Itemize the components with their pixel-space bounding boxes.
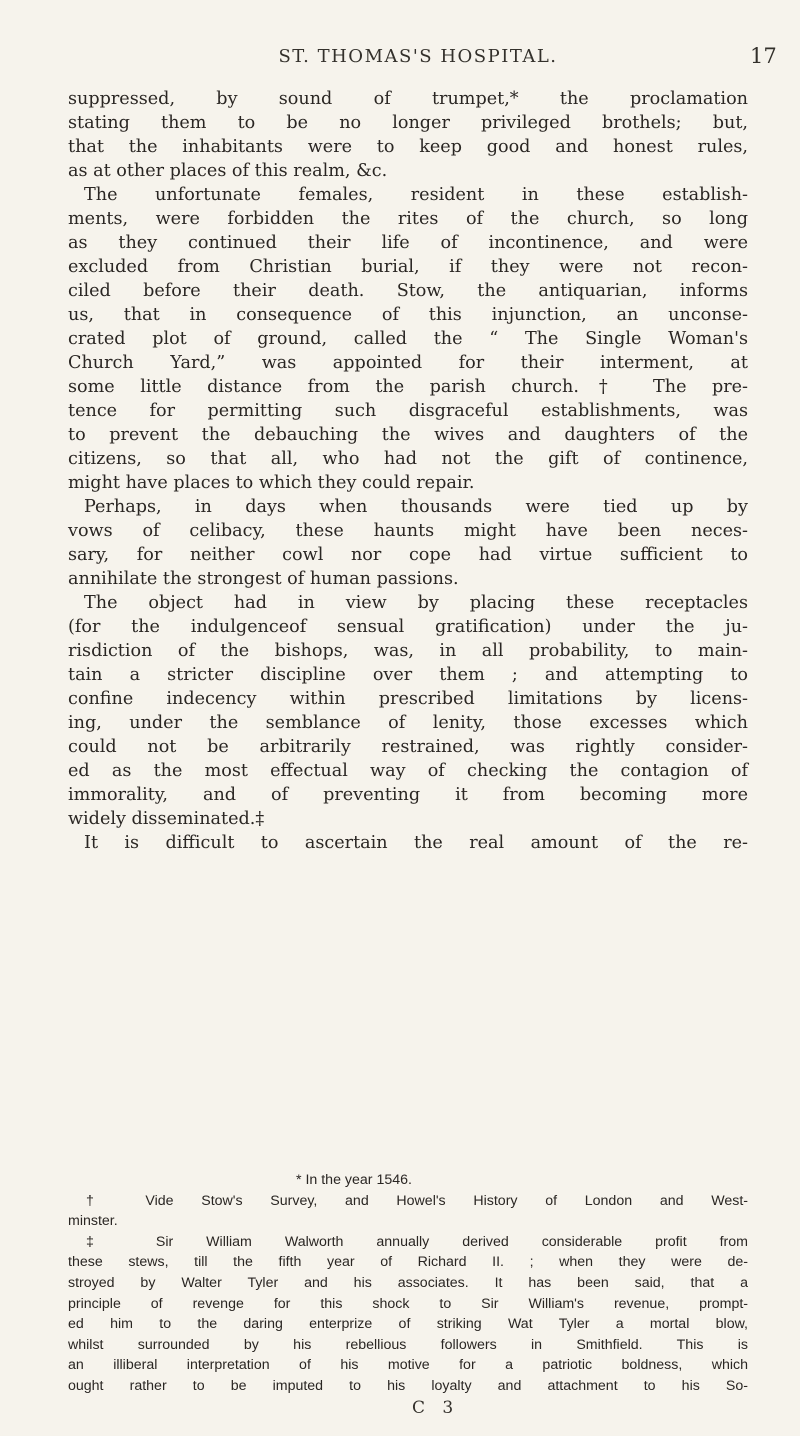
text-line: citizens, so that all, who had not the gift of continence, bbox=[68, 449, 748, 469]
text-line: The unfortunate females, resident in these establish- bbox=[84, 185, 748, 205]
text-line: to prevent the debauching the wives and daughters of the bbox=[68, 425, 748, 445]
text-line: (for the indulgenceof sensual gratification) under the ju- bbox=[68, 617, 748, 637]
text-line: annihilate the strongest of human passions. bbox=[68, 569, 459, 589]
text-line: It is difficult to ascertain the real amount of the re- bbox=[84, 833, 748, 853]
text-line: tence for permitting such disgraceful establishments, was bbox=[68, 401, 748, 421]
footnotes bbox=[68, 1170, 748, 1397]
text-line: could not be arbitrarily restrained, was rightly consider- bbox=[68, 737, 748, 757]
text-line: ciled before their death. Stow, the antiquarian, informs bbox=[68, 281, 748, 301]
text-line: widely disseminated.‡ bbox=[68, 809, 265, 829]
footnote-line: principle of revenge for this shock to Sir William's revenue, prompt- bbox=[68, 1295, 748, 1312]
body-text bbox=[68, 87, 748, 855]
running-title: ST. THOMAS'S HOSPITAL. bbox=[278, 46, 558, 67]
text-line: might have places to which they could repair. bbox=[68, 473, 475, 493]
footnote-line: stroyed by Walter Tyler and his associates. It has been said, that a bbox=[68, 1274, 748, 1291]
text-line: ed as the most effectual way of checking the contagion of bbox=[68, 761, 748, 781]
running-head bbox=[0, 46, 800, 76]
footnote-line: whilst surrounded by his rebellious followers in Smithfield. This is bbox=[68, 1336, 748, 1353]
text-line: vows of celibacy, these haunts might have been neces- bbox=[68, 521, 748, 541]
text-line: sary, for neither cowl nor cope had virtue sufficient to bbox=[68, 545, 748, 565]
text-line: ments, were forbidden the rites of the church, so long bbox=[68, 209, 748, 229]
text-line: tain a stricter discipline over them ; and attempting to bbox=[68, 665, 748, 685]
footnote-line: * In the year 1546. bbox=[296, 1172, 412, 1188]
footnote-line: an illiberal interpretation of his motive for a patriotic boldness, which bbox=[68, 1357, 748, 1374]
text-line: immorality, and of preventing it from becoming more bbox=[68, 785, 748, 805]
footnote-line: minster. bbox=[68, 1213, 118, 1230]
text-line: confine indecency within prescribed limitations by licens- bbox=[68, 689, 748, 709]
text-line: suppressed, by sound of trumpet,* the proclamation bbox=[68, 89, 748, 109]
text-line: us, that in consequence of this injunction, an unconse- bbox=[68, 305, 748, 325]
text-line: as they continued their life of incontinence, and were bbox=[68, 233, 748, 253]
text-line: ing, under the semblance of lenity, those excesses which bbox=[68, 713, 748, 733]
footnote-line: ed him to the daring enterprize of striking Wat Tyler a mortal blow, bbox=[68, 1316, 748, 1333]
text-line: crated plot of ground, called the “ The Single Woman's bbox=[68, 329, 748, 349]
footnote-line: ‡ Sir William Walworth annually derived considerable profit from bbox=[86, 1233, 748, 1250]
text-line: risdiction of the bishops, was, in all probability, to main- bbox=[68, 641, 748, 661]
text-line: Perhaps, in days when thousands were tied up by bbox=[84, 497, 748, 517]
page-number: 17 bbox=[750, 44, 777, 68]
text-line: Church Yard,” was appointed for their interment, at bbox=[68, 353, 748, 373]
text-line: stating them to be no longer privileged brothels; but, bbox=[68, 113, 748, 133]
text-line: as at other places of this realm, &c. bbox=[68, 161, 388, 181]
signature-mark: C 3 bbox=[412, 1398, 460, 1418]
text-line: some little distance from the parish church.† The pre- bbox=[68, 377, 748, 397]
footnote-line: † Vide Stow's Survey, and Howel's History of London and West- bbox=[86, 1192, 748, 1209]
footnote-line: these stews, till the fifth year of Richard II. ; when they were de- bbox=[68, 1254, 748, 1271]
text-line: that the inhabitants were to keep good and honest rules, bbox=[68, 137, 748, 157]
footnote-line: ought rather to be imputed to his loyalty and attachment to his So- bbox=[68, 1377, 748, 1394]
text-line: excluded from Christian burial, if they were not recon- bbox=[68, 257, 748, 277]
text-line: The object had in view by placing these receptacles bbox=[84, 593, 748, 613]
